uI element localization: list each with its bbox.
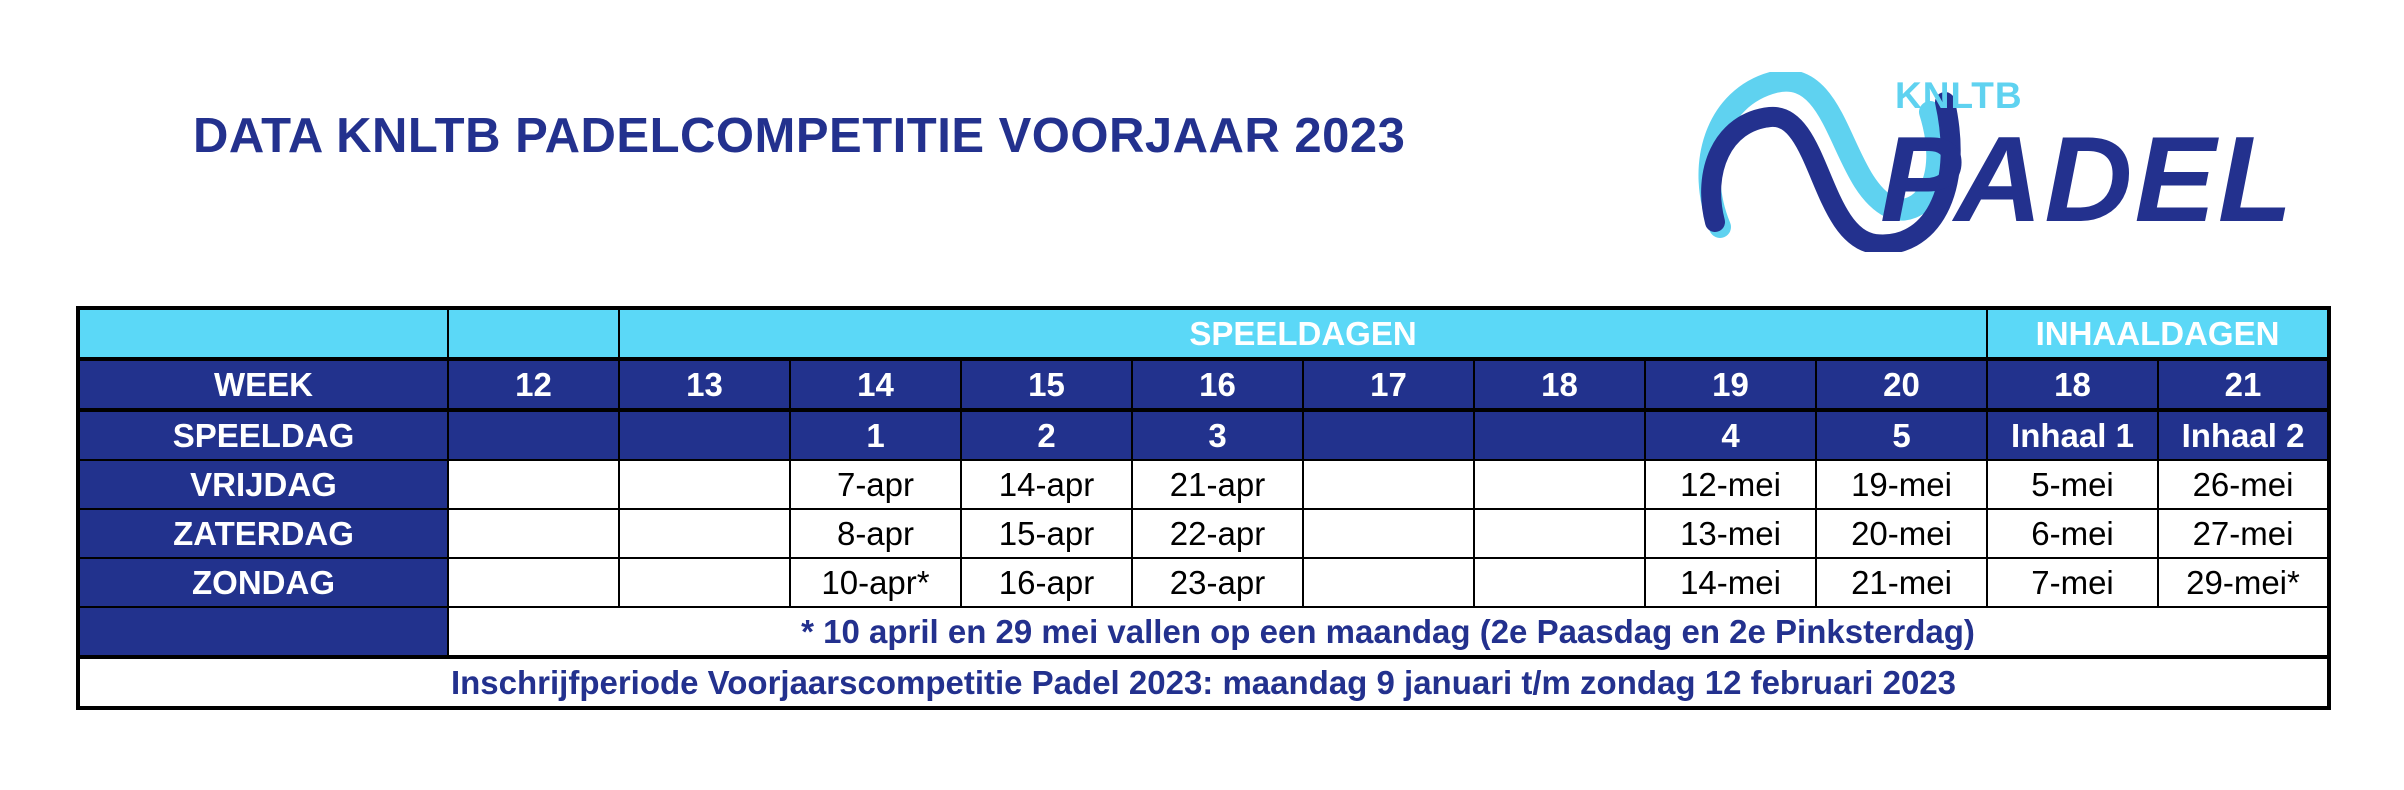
table-cell <box>1303 410 1474 460</box>
table-cell: 15-apr <box>961 509 1132 558</box>
table-cell: 18 <box>1474 359 1645 410</box>
table-cell: 22-apr <box>1132 509 1303 558</box>
table-cell: 14-apr <box>961 460 1132 509</box>
table-cell: 20-mei <box>1816 509 1987 558</box>
row-label: WEEK <box>78 359 448 410</box>
header-inhaaldagen: INHAALDAGEN <box>1987 308 2329 359</box>
table-cell: 7-apr <box>790 460 961 509</box>
table-cell: Inhaal 2 <box>2158 410 2329 460</box>
row-label: ZATERDAG <box>78 509 448 558</box>
table-cell: 5-mei <box>1987 460 2158 509</box>
table-cell: 21-apr <box>1132 460 1303 509</box>
header-blank <box>448 308 619 359</box>
table-cell: 19 <box>1645 359 1816 410</box>
table-cell: 17 <box>1303 359 1474 410</box>
table-row <box>78 410 2329 460</box>
header-row <box>78 308 2329 359</box>
table-cell: 14-mei <box>1645 558 1816 607</box>
table-cell <box>1474 558 1645 607</box>
table-cell: 21-mei <box>1816 558 1987 607</box>
row-label: ZONDAG <box>78 558 448 607</box>
table-cell: 10-apr* <box>790 558 961 607</box>
table-row <box>78 359 2329 410</box>
table-cell: 5 <box>1816 410 1987 460</box>
table-cell: 23-apr <box>1132 558 1303 607</box>
logo-padel-text: PADEL <box>1880 111 2295 247</box>
table-cell: 21 <box>2158 359 2329 410</box>
table-cell: 13-mei <box>1645 509 1816 558</box>
table-cell <box>1474 509 1645 558</box>
header-blank <box>78 308 448 359</box>
table-row <box>78 558 2329 607</box>
table-cell: 29-mei* <box>2158 558 2329 607</box>
table-cell <box>1474 460 1645 509</box>
table-cell <box>1303 460 1474 509</box>
table-cell <box>448 410 619 460</box>
table-cell <box>619 509 790 558</box>
table-cell: 27-mei <box>2158 509 2329 558</box>
table-cell: 19-mei <box>1816 460 1987 509</box>
table-row <box>78 509 2329 558</box>
table-cell: 8-apr <box>790 509 961 558</box>
table-cell <box>448 460 619 509</box>
page-title: DATA KNLTB PADELCOMPETITIE VOORJAAR 2023 <box>193 109 1406 163</box>
table-cell: 2 <box>961 410 1132 460</box>
competition-schedule-table <box>76 306 2331 710</box>
table-cell: 1 <box>790 410 961 460</box>
table-cell: Inhaal 1 <box>1987 410 2158 460</box>
table-cell: 15 <box>961 359 1132 410</box>
footnote-text: * 10 april en 29 mei vallen op een maandag (2e Paasdag en 2e Pinksterdag) <box>448 607 2329 657</box>
table-cell: 26-mei <box>2158 460 2329 509</box>
registration-text: Inschrijfperiode Voorjaarscompetitie Padel 2023: maandag 9 januari t/m zondag 12 februari 2023 <box>78 657 2329 708</box>
table-cell <box>619 460 790 509</box>
table-cell: 12 <box>448 359 619 410</box>
table-cell: 20 <box>1816 359 1987 410</box>
table-cell: 12-mei <box>1645 460 1816 509</box>
table-cell <box>1303 558 1474 607</box>
footnote-blank <box>78 607 448 657</box>
table-cell <box>1303 509 1474 558</box>
table-cell <box>448 509 619 558</box>
table-cell: 18 <box>1987 359 2158 410</box>
footnote-row <box>78 607 2329 657</box>
logo-knltb-text: KNLTB <box>1895 75 2023 116</box>
table-cell <box>619 410 790 460</box>
table-row <box>78 460 2329 509</box>
table-cell: 14 <box>790 359 961 410</box>
table-cell <box>619 558 790 607</box>
table-cell: 16 <box>1132 359 1303 410</box>
table-cell: 16-apr <box>961 558 1132 607</box>
row-label: SPEELDAG <box>78 410 448 460</box>
registration-row <box>78 657 2329 708</box>
table-cell: 3 <box>1132 410 1303 460</box>
table-cell: 7-mei <box>1987 558 2158 607</box>
table-cell: 4 <box>1645 410 1816 460</box>
row-label: VRIJDAG <box>78 460 448 509</box>
table-cell <box>448 558 619 607</box>
header-speeldagen: SPEELDAGEN <box>619 308 1987 359</box>
table-cell: 13 <box>619 359 790 410</box>
table-cell: 6-mei <box>1987 509 2158 558</box>
table-cell <box>1474 410 1645 460</box>
